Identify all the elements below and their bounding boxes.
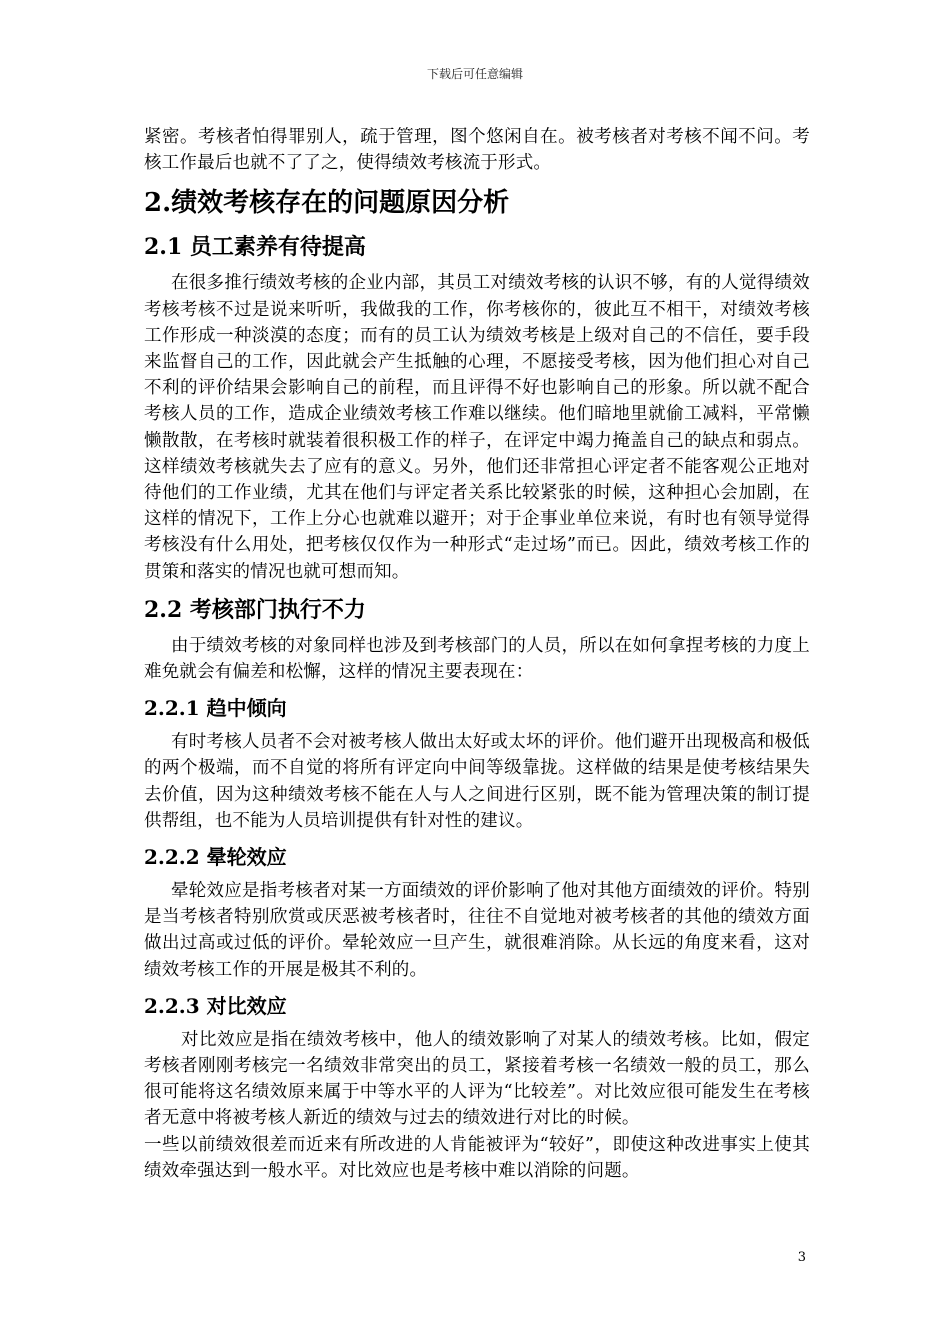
subsection-heading-2-1: 2.1 员工素养有待提高 bbox=[144, 234, 366, 261]
paragraph-2-2-2: 晕轮效应是指考核者对某一方面绩效的评价影响了他对其他方面绩效的评价。特别是当考核者特别欣赏或厌恶被考核者时，往往不自觉地对被考核者的其他的绩效方面做出过高或过低的评价。晕轮效应一旦产生，就很难消除。从长远的角度来看，这对绩效考核工作的开展是极其不利的。 bbox=[144, 881, 810, 980]
page-header-note: 下载后可任意编辑 bbox=[426, 67, 523, 81]
paragraph-2-2-3a: 对比效应是指在绩效考核中，他人的绩效影响了对某人的绩效考核。比如，假定考核者刚刚考核完一名绩效非常突出的员工，紧接着考核一名绩效一般的员工，那么很可能将这名绩效原来属于中等水平的人评为“比较差”。对比效应很可能发生在考核者无意中将被考核人新近的绩效与过去的绩效进行对比的时候。 bbox=[144, 1029, 810, 1129]
subsubsection-heading-2-2-3: 2.2.3 对比效应 bbox=[144, 993, 287, 1018]
page-number: 3 bbox=[797, 1250, 806, 1265]
subsubsection-heading-2-2-2: 2.2.2 晕轮效应 bbox=[144, 845, 287, 870]
subsection-heading-2-2: 2.2 考核部门执行不力 bbox=[144, 596, 366, 623]
paragraph-2-2-1: 有时考核人员者不会对被考核人做出太好或太坏的评价。他们避开出现极高和极低的两个极端，而不自觉的将所有评定向中间等级靠拢。这样做的结果是使考核结果失去价值，因为这种绩效考核不能在人与人之间进行区别，既不能为管理决策的制订提供帮组，也不能为人员培训提供有针对性的建议。 bbox=[144, 732, 810, 831]
document-body bbox=[144, 124, 810, 1184]
section-heading-2: 2.绩效考核存在的问题原因分析 bbox=[144, 188, 510, 219]
paragraph-2-2: 由于绩效考核的对象同样也涉及到考核部门的人员，所以在如何拿捏考核的力度上难免就会有偏差和松懈，这样的情况主要表现在： bbox=[144, 635, 810, 683]
paragraph-2-2-3b: 一些以前绩效很差而近来有所改进的人肯能被评为“较好”，即使这种改进事实上使其绩效牵强达到一般水平。对比效应也是考核中难以消除的问题。 bbox=[144, 1134, 810, 1181]
subsubsection-heading-2-2-1: 2.2.1 趋中倾向 bbox=[144, 696, 287, 721]
paragraph-2-1: 在很多推行绩效考核的企业内部，其员工对绩效考核的认识不够，有的人觉得绩效考核考核不过是说来听听，我做我的工作，你考核你的，彼此互不相干，对绩效考核工作形成一种淡漠的态度；而有的员工认为绩效考核是上级对自己的不信任，要手段来监督自己的工作，因此就会产生抵触的心理，不愿接受考核，因为他们担心对自己不利的评价结果会影响自己的前程，而且评得不好也影响自己的形象。所以就不配合考核人员的工作，造成企业绩效考核工作难以继续。他们暗地里就偷工减料，平常懒懒散散，在考核时就装着很积极工作的样子，在评定中竭力掩盖自己的缺点和弱点。这样绩效考核就失去了应有的意义。另外，他们还非常担心评定者不能客观公正地对待他们的工作业绩，尤其在他们与评定者关系比较紧张的时候，这种担心会加剧，在这样的情况下，工作上分心也就难以避开；对于企事业单位来说，有时也有领导觉得考核没有什么用处，把考核仅仅作为一种形式“走过场”而已。因此，绩效考核工作的贯策和落实的情况也就可想而知。 bbox=[144, 273, 810, 582]
paragraph-continued: 紧密。考核者怕得罪别人，疏于管理，图个悠闲自在。被考核者对考核不闻不问。考核工作最后也就不了了之，使得绩效考核流于形式。 bbox=[144, 127, 810, 174]
